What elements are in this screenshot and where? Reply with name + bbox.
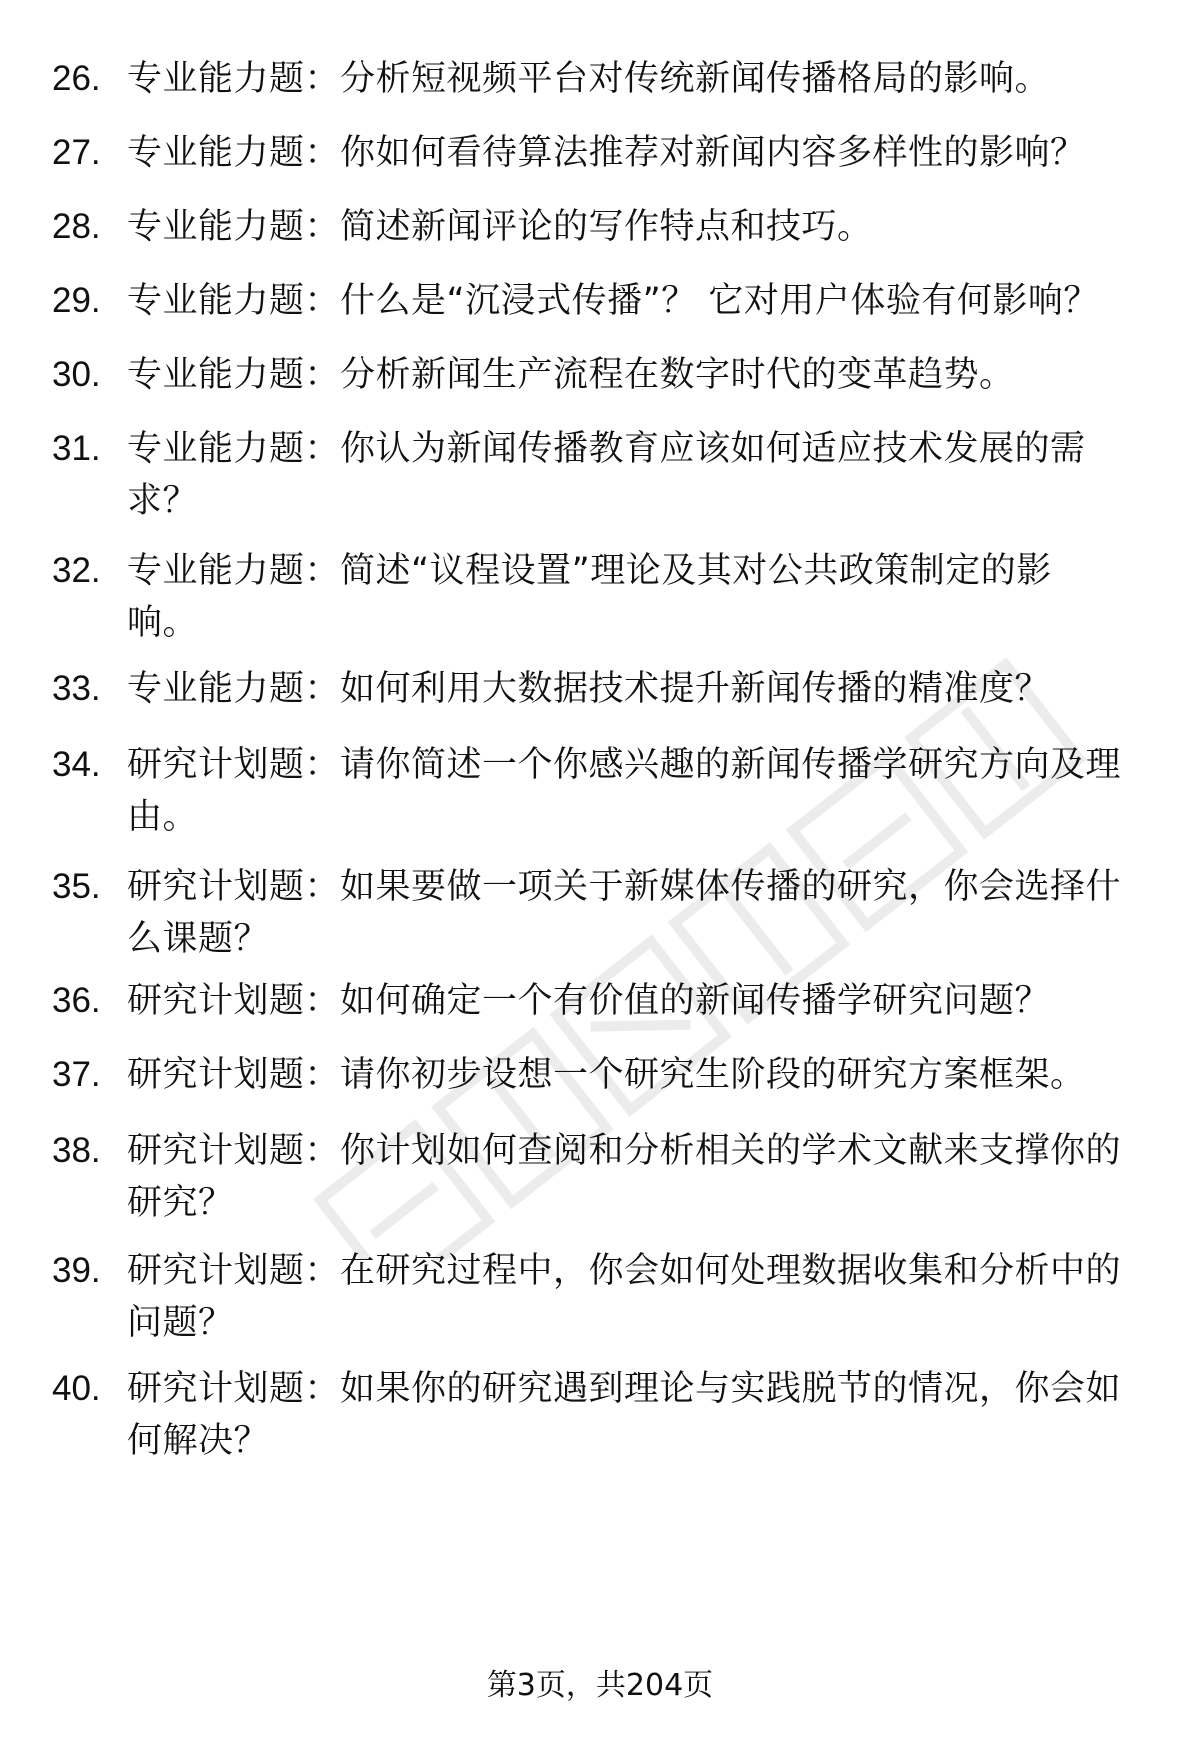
item-text (127, 980, 1127, 1032)
item-text-line: 专业能力题：如何利用大数据技术提升新闻传播的精准度？ (127, 669, 1051, 709)
item-text-line: 何解决？ (127, 1421, 270, 1461)
item-number: 28. (52, 207, 101, 246)
item-text (127, 866, 1127, 970)
item-text-line: 专业能力题：简述“议程设置”理论及其对公共政策制定的影 (127, 551, 1052, 591)
item-number: 35. (52, 867, 101, 906)
item-text (127, 1054, 1127, 1106)
item-text (127, 1130, 1127, 1234)
item-text-line: 研究计划题：在研究过程中，你会如何处理数据收集和分析中的 (127, 1251, 1122, 1291)
item-text-line: 专业能力题：什么是“沉浸式传播”？ 它对用户体验有何影响？ (127, 281, 1099, 321)
item-text-line: 研究？ (127, 1183, 234, 1223)
item-text (127, 132, 1127, 184)
item-text (127, 428, 1127, 532)
item-text (127, 1250, 1127, 1354)
item-text (127, 550, 1127, 654)
item-text-line: 研究计划题：请你初步设想一个研究生阶段的研究方案框架。 (127, 1055, 1086, 1095)
item-text (127, 354, 1127, 406)
item-text-line: 专业能力题：你认为新闻传播教育应该如何适应技术发展的需 (127, 429, 1086, 469)
item-text (127, 58, 1127, 110)
item-number: 38. (52, 1131, 101, 1170)
item-text-line: 专业能力题：你如何看待算法推荐对新闻内容多样性的影响？ (127, 133, 1086, 173)
item-text-line: 问题？ (127, 1303, 234, 1343)
item-number: 32. (52, 551, 101, 590)
item-text (127, 744, 1127, 848)
item-text-line: 研究计划题：如果要做一项关于新媒体传播的研究，你会选择什 (127, 867, 1122, 907)
item-text (127, 668, 1127, 720)
item-number: 39. (52, 1251, 101, 1290)
item-number: 40. (52, 1369, 101, 1408)
item-text-line: 专业能力题：分析新闻生产流程在数字时代的变革趋势。 (127, 355, 1015, 395)
item-text-line: 响。 (127, 603, 199, 643)
item-number: 26. (52, 59, 101, 98)
item-text-line: 研究计划题：如果你的研究遇到理论与实践脱节的情况，你会如 (127, 1369, 1122, 1409)
item-text (127, 1368, 1127, 1472)
item-text-line: 研究计划题：你计划如何查阅和分析相关的学术文献来支撑你的 (127, 1131, 1122, 1171)
item-number: 30. (52, 355, 101, 394)
item-number: 29. (52, 281, 101, 320)
page-indicator: 第3页，共204页 (486, 1668, 714, 1703)
item-text-line: 求？ (127, 481, 199, 521)
item-text (127, 206, 1127, 258)
item-number: 27. (52, 133, 101, 172)
item-number: 36. (52, 981, 101, 1020)
item-text-line: 专业能力题：简述新闻评论的写作特点和技巧。 (127, 207, 873, 247)
item-text (127, 280, 1127, 332)
item-number: 37. (52, 1055, 101, 1094)
item-number: 31. (52, 429, 101, 468)
item-text-line: 么课题？ (127, 919, 270, 959)
item-text-line: 研究计划题：如何确定一个有价值的新闻传播学研究问题？ (127, 981, 1051, 1021)
item-number: 34. (52, 745, 101, 784)
item-text-line: 由。 (127, 797, 199, 837)
item-number: 33. (52, 669, 101, 708)
item-text-line: 专业能力题：分析短视频平台对传统新闻传播格局的影响。 (127, 59, 1051, 99)
item-text-line: 研究计划题：请你简述一个你感兴趣的新闻传播学研究方向及理 (127, 745, 1122, 785)
